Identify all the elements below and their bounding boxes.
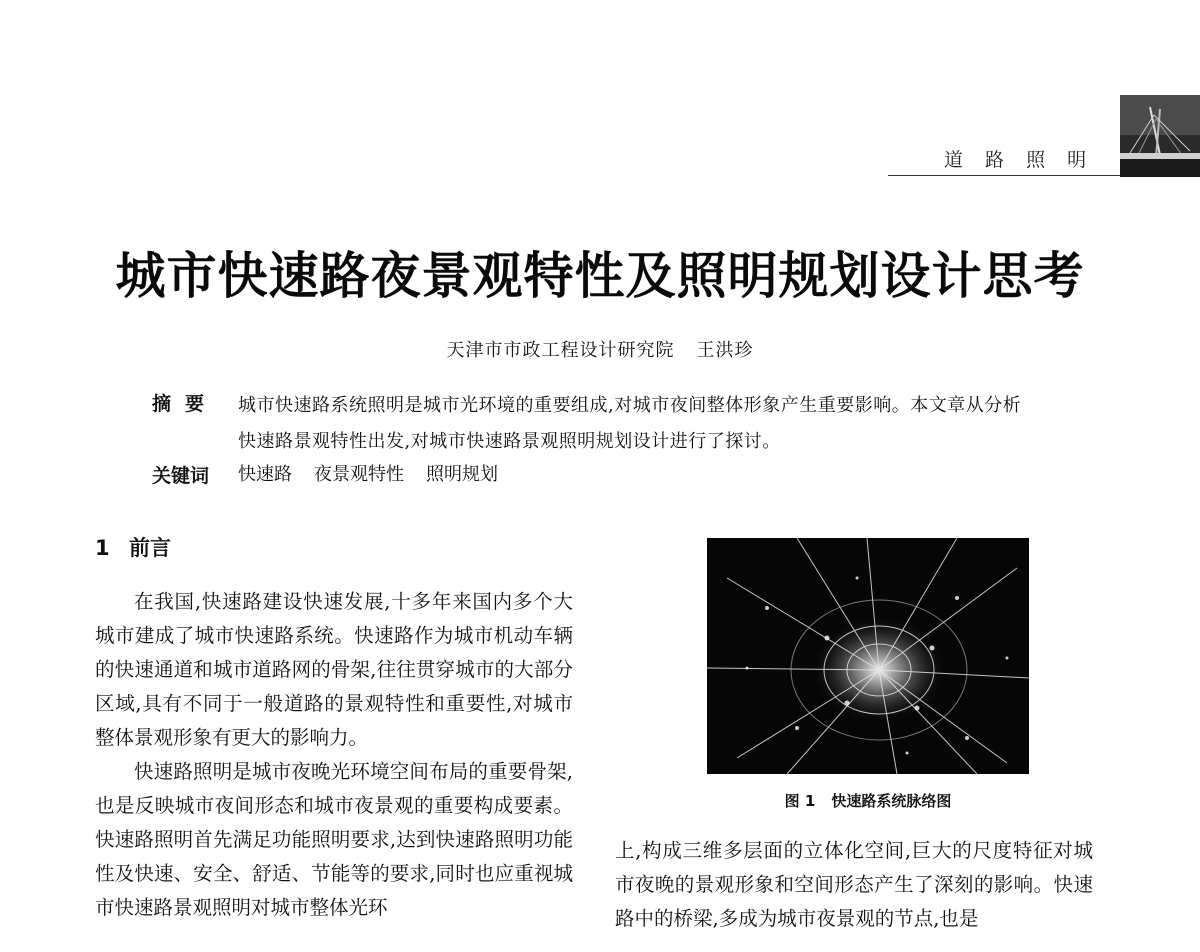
keywords-list: [238, 460, 498, 486]
keywords-label: 关键词: [152, 465, 210, 487]
keyword: 照明规划: [426, 464, 498, 485]
figure-caption: [707, 790, 1029, 811]
keyword: 快速路: [238, 464, 292, 485]
section-number: 1: [95, 536, 110, 560]
abstract-text: 城市快速路系统照明是城市光环境的重要组成,对城市夜间整体形象产生重要影响。本文章从分析快速路景观特性出发,对城市快速路景观照明规划设计进行了探讨。: [238, 395, 1022, 452]
section-heading: [95, 532, 171, 562]
author-line: [0, 336, 1200, 362]
body-paragraph: 上,构成三维多层面的立体化空间,巨大的尺度特征对城市夜晚的景观形象和空间形态产生了深刻的影响。快速路中的桥梁,多成为城市夜景观的节点,也是: [615, 839, 1093, 930]
left-column: [95, 585, 573, 925]
section-title: 前言: [129, 536, 171, 560]
paper-title: 城市快速路夜景观特性及照明规划设计思考: [115, 247, 1085, 305]
header-bridge-photo: [1120, 95, 1200, 177]
body-paragraph: 在我国,快速路建设快速发展,十多年来国内多个大城市建成了城市快速路系统。快速路作为城市机动车辆的快速通道和城市道路网的骨架,往往贯穿城市的大部分区域,具有不同于一般道路的景观特性和重要性,对城市整体景观形象有更大的影响力。: [95, 590, 573, 749]
author-name: 王洪珍: [696, 340, 754, 361]
affiliation: 天津市市政工程设计研究院: [446, 340, 675, 361]
header-rule: [888, 175, 1120, 176]
night-satellite-image: [707, 538, 1029, 774]
keyword: 夜景观特性: [314, 464, 404, 485]
running-header-section: 道 路 照 明: [944, 149, 1095, 171]
figure-caption-text: 快速路系统脉络图: [831, 792, 952, 810]
abstract-label: 摘要: [152, 393, 219, 415]
right-column: [615, 834, 1093, 936]
figure-label: 图 1: [784, 792, 816, 810]
body-paragraph: 快速路照明是城市夜晚光环境空间布局的重要骨架,也是反映城市夜间形态和城市夜景观的重要构成要素。快速路照明首先满足功能照明要求,达到快速路照明功能性及快速、安全、舒适、节能等的要求,同时也应重视城市快速路景观照明对城市整体光环: [95, 760, 573, 919]
figure-expressway-network: [707, 538, 1029, 774]
